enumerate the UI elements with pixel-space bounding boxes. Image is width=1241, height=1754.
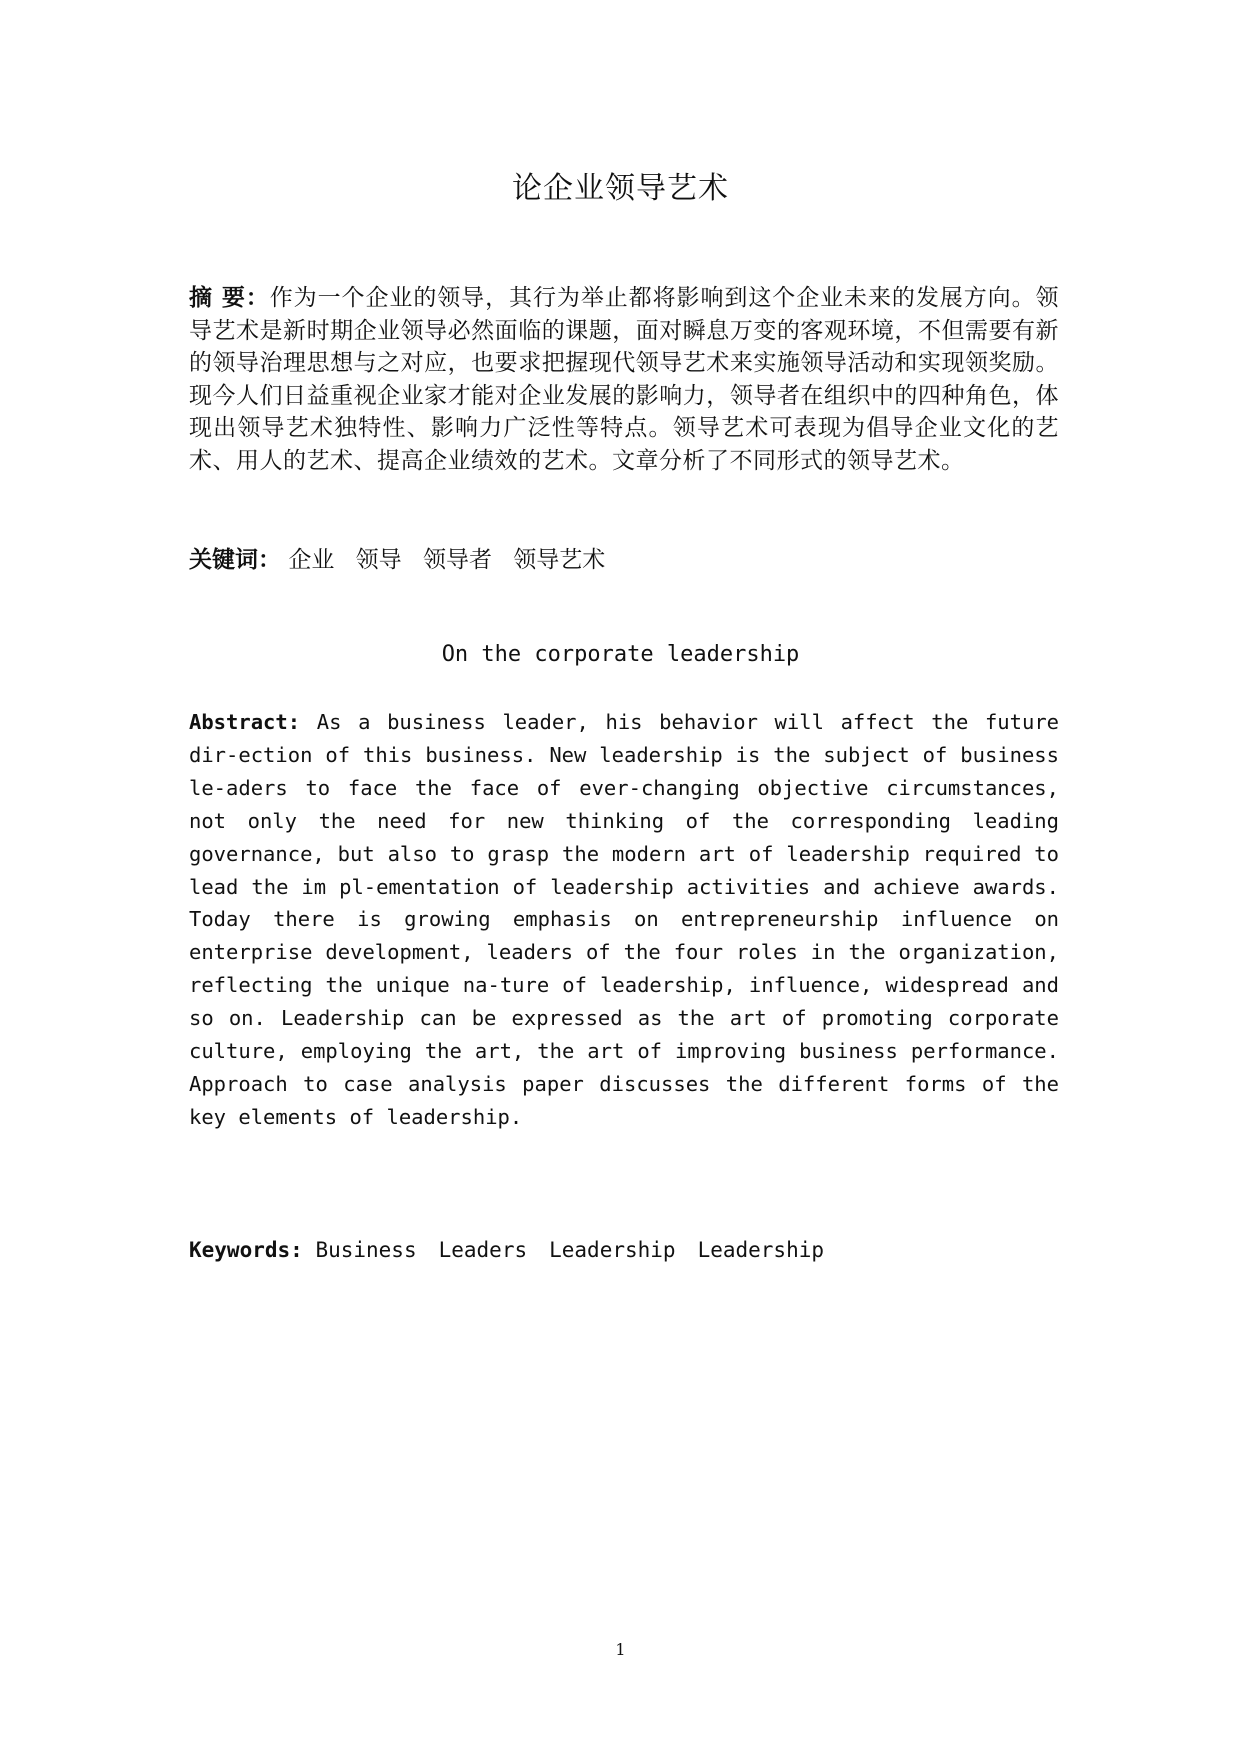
- english-abstract: [189, 706, 1059, 1134]
- english-keyword: Leadership: [697, 1238, 824, 1262]
- english-keyword: Leadership: [549, 1238, 676, 1262]
- english-abstract-text: As a business leader, his behavior will affect the future dir-ection of this business. New leadership is the subject of business le-aders to face the face of ever-changing objective circumstances, not only the need for new thinking of the corresponding leading governance, but also to grasp the modern art of leadership required to lead the im pl-ementation of leadership activities and achieve awards. Today there is growing emphasis on entrepreneurship influence on enterprise development, leaders of the four roles in the organization, reflecting the unique na-ture of leadership, influence, widespread and so on. Leadership can be expressed as the art of promoting corporate culture, employing the art, the art of improving business performance. Approach to case analysis paper discusses the different forms of the key elements of leadership.: [189, 710, 1060, 1129]
- english-title: On the corporate leadership: [441, 642, 800, 667]
- chinese-abstract-text: 作为一个企业的领导，其行为举止都将影响到这个企业未来的发展方向。领导艺术是新时期企业领导必然面临的课题，面对瞬息万变的客观环境，不但需要有新的领导治理思想与之对应，也要求把握现代领导艺术来实施领导活动和实现领奖励。现今人们日益重视企业家才能对企业发展的影响力，领导者在组织中的四种角色，体现出领导艺术独特性、影响力广泛性等特点。领导艺术可表现为倡导企业文化的艺术、用人的艺术、提高企业绩效的艺术。文章分析了不同形式的领导艺术。: [189, 285, 1059, 474]
- chinese-abstract: [189, 282, 1059, 477]
- chinese-keyword: 领导: [355, 547, 402, 573]
- chinese-abstract-label: 摘 要：: [189, 285, 270, 311]
- chinese-keywords: [189, 544, 619, 576]
- english-keywords-label: Keywords:: [189, 1238, 303, 1262]
- english-keyword: Leaders: [438, 1238, 528, 1262]
- chinese-keywords-label: 关键词：: [189, 547, 281, 573]
- chinese-keyword: 领导者: [422, 547, 492, 573]
- page-number: 1: [615, 1640, 626, 1659]
- english-keyword: Business: [315, 1238, 417, 1262]
- chinese-keyword: 企业: [288, 547, 335, 573]
- chinese-keyword: 领导艺术: [513, 547, 606, 573]
- english-keywords: [189, 1234, 846, 1266]
- chinese-title: 论企业领导艺术: [512, 171, 729, 206]
- english-abstract-label: Abstract:: [189, 710, 301, 734]
